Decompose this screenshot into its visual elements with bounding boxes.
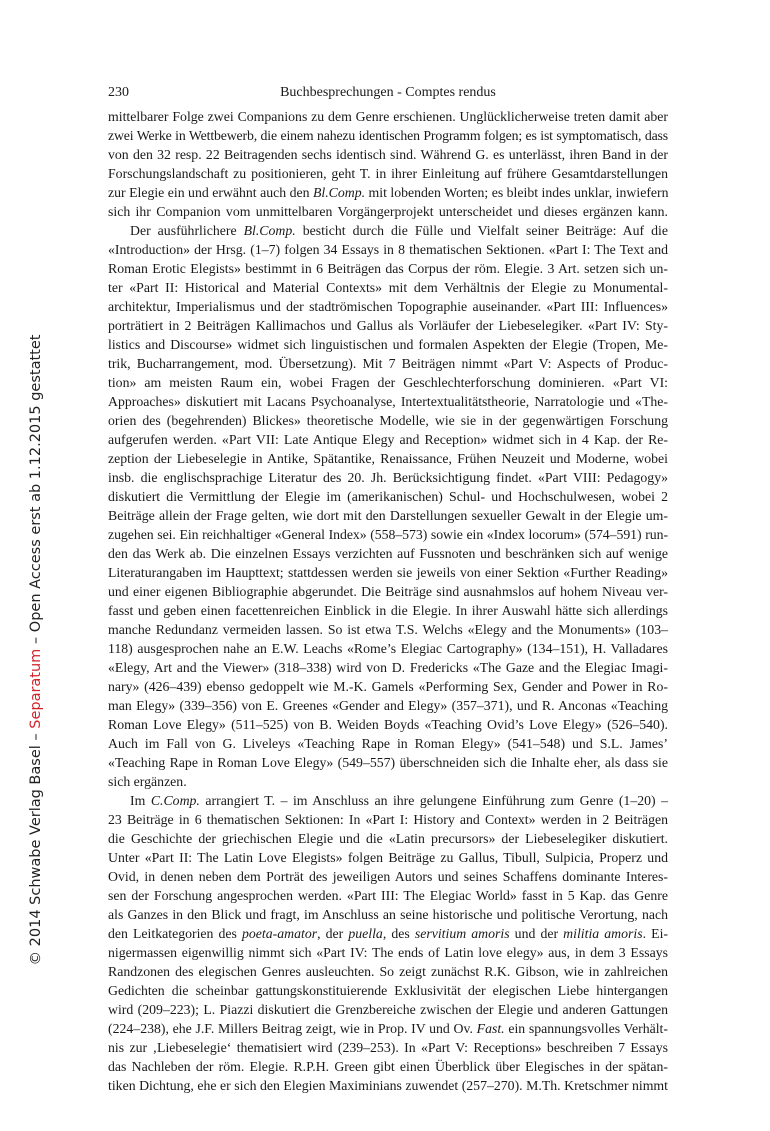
text-segment: sich ihr Companion vom unmittelbaren Vorgängerprojekt unterscheidet und dieses ergänzen kann. [108,204,668,219]
text-segment: tion» am meisten Raum ein, wobei Fragen der Geschlechterforschung dominieren. «Part VI: [108,375,668,390]
text-line [108,563,668,582]
text-line [108,962,668,981]
text-line [108,544,668,563]
text-segment: zeption der Liebeselegie in Antike, Spätantike, Renaissance, Frühen Neuzeit und Moderne, wobei [108,451,668,466]
text-line [108,221,668,240]
text-line [108,373,668,392]
italic-text: C.Comp. [150,793,200,808]
text-line [108,677,668,696]
text-segment: Forschungslandschaft zu positionieren, geht T. in ihrer Einleitung auf frühere Gesamtdarstellungen [108,166,668,181]
text-line [108,905,668,924]
text-segment: «Introduction» der Hrsg. (1–7) folgen 34 Essays in 8 thematischen Sektionen. «Part I: The Text and [108,242,668,257]
text-line [108,943,668,962]
text-segment: orien des (begehrenden) Blickes» theoretische Modelle, wie sie in der gegenwärtigen Forschung [108,413,668,428]
open-access-text: – Open Access erst ab 1.12.2015 gestattet [28,334,44,649]
text-segment: wird (209–223); L. Piazzi diskutiert die Grenzbereiche zwischen der Elegie und anderen Gattungen [108,1002,668,1017]
text-line [108,164,668,183]
text-segment: und der [509,926,564,941]
text-line [108,240,668,259]
text-line [108,772,668,791]
text-line [108,183,668,202]
text-line [108,202,668,221]
text-line [108,715,668,734]
text-segment: Randzonen des elegischen Genres ausleuchten. So zeigt zunächst R.K. Gibson, wie in zahlreichen [108,964,668,979]
text-segment: Roman Love Elegy» (511–525) von B. Weiden Boyds «Teaching Ovid’s Love Elegy» (526–540). [108,717,668,732]
text-segment: insb. die englischsprachige Literatur des 20. Jh. Berücksichtigung findet. «Part VIII: Pedagogy» [108,470,668,485]
text-line [108,487,668,506]
text-line [108,468,668,487]
text-segment: fasst und geben einen facettenreichen Einblick in die Elegie. In ihrer Auswahl hätte sich allerdings [108,603,668,618]
text-segment: aufgerufen werden. «Part VII: Late Antique Elegy and Reception» widmet sich in 4 Kap. der Re- [108,432,668,447]
text-segment: «Elegy, Art and the Viewer» (318–338) wird von D. Fredericks «The Gaze and the Elegiac Imagi- [108,660,668,675]
italic-text: Bl.Comp. [312,185,366,200]
body-text [108,107,668,1095]
text-line [108,354,668,373]
copyright-text: © 2014 Schwabe Verlag Basel – [28,728,44,966]
text-segment: als Ganzes in den Blick und fragt, im Anschluss an seine historische und politische Verortung, nach [108,907,668,922]
page-number: 230 [108,85,129,100]
text-segment: sen der Forschung angesprochen werden. «Part III: The Elegiac World» fasst in 5 Kap. das Genre [108,888,668,903]
text-segment: Auch im Fall von G. Liveleys «Teaching Rape in Roman Elegy» (541–548) und S.L. James’ [108,736,668,751]
text-segment: zwei Werke in Wettbewerb, die einem nahezu identischen Programm folgen; es ist symptomatisch, dass [108,128,668,143]
text-line [108,734,668,753]
text-segment: zugehen sei. Ein reichhaltiger «General Index» (558–573) sowie ein «Index locorum» (574–591) run- [108,527,668,542]
text-line [108,582,668,601]
text-segment: listics and Discourse» widmet sich linguistischen und formalen Aspekten der Elegie (Tropen, Me- [108,337,668,352]
text-segment: Literaturangaben im Haupttext; stattdessen werden sie jeweils von einer Sektion «Further Reading» [108,565,668,580]
text-segment: , der [317,926,349,941]
text-segment: von den 32 resp. 22 Beitragenden sechs identisch sind. Während G. es unterlässt, ihren Band in der [108,147,668,162]
text-line [108,1019,668,1038]
text-segment: ter «Part II: Historical and Material Contexts» mit dem Verhältnis der Elegie zu Monumental- [108,280,668,295]
text-line [108,297,668,316]
italic-text: poeta-amator [242,926,318,941]
text-segment: und einer eigenen Bibliographie abgerundet. Die Beiträge sind ausnahmslos auf hohem Niveau ver- [108,584,668,599]
text-line [108,639,668,658]
text-segment: trik, Bucharrangement, mod. Übersetzung). Mit 7 Beiträgen nimmt «Part V: Aspects of Produc- [108,356,668,371]
text-segment: 23 Beiträge in 6 thematischen Sektionen: In «Part I: History and Context» werden in 2 Beiträgen [108,812,668,827]
text-line [108,392,668,411]
text-line [108,829,668,848]
text-line [108,126,668,145]
italic-text: Fast. [476,1021,505,1036]
italic-text: puella [348,926,383,941]
text-segment: ein spannungsvolles Verhält- [504,1021,668,1036]
text-segment: die Geschichte der griechischen Elegie und die «Latin precursors» der Liebeselegiker diskutiert. [108,831,668,846]
text-segment: Ovid, in denen neben dem Porträt des jeweiligen Autors und seines Schaffens dominante Interes- [108,869,668,884]
text-segment: nigermassen eigenwillig nimmt sich «Part IV: The ends of Latin love elegy» aus, in dem 3 Essays [108,945,668,960]
text-segment: 118) ausgesprochen nahe an E.W. Leachs «Rome’s Elegiac Cartography» (134–151), H. Valladares [108,641,668,656]
text-segment: zur Elegie ein und erwähnt auch den [108,185,313,200]
text-segment: Roman Erotic Elegists» bestimmt in 6 Beiträgen das Corpus der röm. Elegie. 3 Art. setzen sich un- [108,261,668,276]
text-line [108,107,668,126]
text-line [108,658,668,677]
text-line [108,506,668,525]
text-segment: den Leitkategorien des [108,926,242,941]
text-line [108,620,668,639]
text-line [108,867,668,886]
italic-text: servitium amoris [414,926,510,941]
text-segment: architektur, Imperialismus und der stadtrömischen Topographie auseinander. «Part III: Influences» [108,299,668,314]
text-segment: mit lobenden Worten; es bleibt indes unklar, inwiefern [365,185,669,200]
text-segment: porträtiert in 2 Beiträgen Kallimachos und Gallus als Vorläufer der Liebeselegiker. «Part IV: Sty- [108,318,668,333]
text-line [108,886,668,905]
text-segment: «Teaching Rape in Roman Love Elegy» (549–557) überschneiden sich die Inhalte eher, als dass sie [108,755,668,770]
text-line [108,696,668,715]
text-line [108,848,668,867]
text-segment: Gedichten die scheinbar gattungskonstituierende Exklusivität der elegischen Liebe hintergangen [108,983,668,998]
text-segment: man Elegy» (339–356) von E. Greenes «Gender and Elegy» (357–371), und R. Anconas «Teaching [108,698,668,713]
text-segment: , des [382,926,415,941]
text-segment: den das Werk ab. Die einzelnen Essays verzichten auf Fussnoten und beschränken sich auf wenige [108,546,668,561]
text-line [108,449,668,468]
text-line [108,981,668,1000]
separatum-label: Separatum [28,648,44,729]
text-segment: Der ausführlichere [130,223,244,238]
text-line [108,601,668,620]
text-segment: (224–238), ehe J.F. Millers Beitrag zeigt, wie in Prop. IV und Ov. [108,1021,477,1036]
text-segment: tiken Dichtung, ehe er sich den Elegien Maximinians zuwendet (257–270). M.Th. Kretschmer nimmt [108,1078,668,1093]
italic-text: Bl.Comp. [243,223,296,238]
text-segment: manche Redundanz vermeiden lassen. So ist etwa T.S. Welchs «Elegy and the Monuments» (103– [108,622,668,637]
italic-text: militia amoris [563,926,643,941]
text-line [108,335,668,354]
text-segment: Unter «Part II: The Latin Love Elegists» folgen Beiträge zu Gallus, Tibull, Sulpicia, Properz und [108,850,668,865]
text-line [108,1038,668,1057]
text-segment: Beiträge allein der Frage gelten, wie dort mit den Darstellungen sexueller Gewalt in der Elegie um- [108,508,668,523]
text-line [108,791,668,810]
text-line [108,924,668,943]
text-line [108,316,668,335]
text-segment: Im [130,793,151,808]
text-segment: nis zur ‚Liebeselegie‘ thematisiert wird (239–253). In «Part V: Receptions» beschreiben 7 Essays [108,1040,668,1055]
text-segment: . Ei- [642,926,668,941]
text-line [108,753,668,772]
text-line [108,525,668,544]
text-line [108,259,668,278]
text-segment: Approaches» diskutiert mit Lacans Psychoanalyse, Intertextualitätstheorie, Narratologie und «The- [108,394,668,409]
text-line [108,278,668,297]
running-title: Buchbesprechungen - Comptes rendus [280,85,496,100]
text-segment: diskutiert die Vermittlung der Elegie im (amerikanischen) Schul- und Hochschulwesen, wobei 2 [108,489,668,504]
text-line [108,411,668,430]
text-line [108,1057,668,1076]
text-line [108,810,668,829]
text-segment: sich ergänzen. [108,774,187,789]
text-segment: das Nachleben der röm. Elegie. R.P.H. Green gibt einen Überblick über Elegisches in der spätan- [108,1059,668,1074]
text-segment: mittelbarer Folge zwei Companions zu dem Genre erschienen. Unglücklicherweise treten damit aber [108,109,668,124]
text-line [108,1000,668,1019]
text-line [108,145,668,164]
text-segment: besticht durch die Fülle und Vielfalt seiner Beiträge: Auf die [295,223,668,238]
text-segment: arrangiert T. – im Anschluss an ihre gelungene Einführung zum Genre (1–20) – [199,793,668,808]
text-segment: nary» (426–439) ebenso gedoppelt wie M.-K. Gamels «Performing Sex, Gender and Power in Ro- [108,679,668,694]
text-line [108,430,668,449]
text-line [108,1076,668,1095]
